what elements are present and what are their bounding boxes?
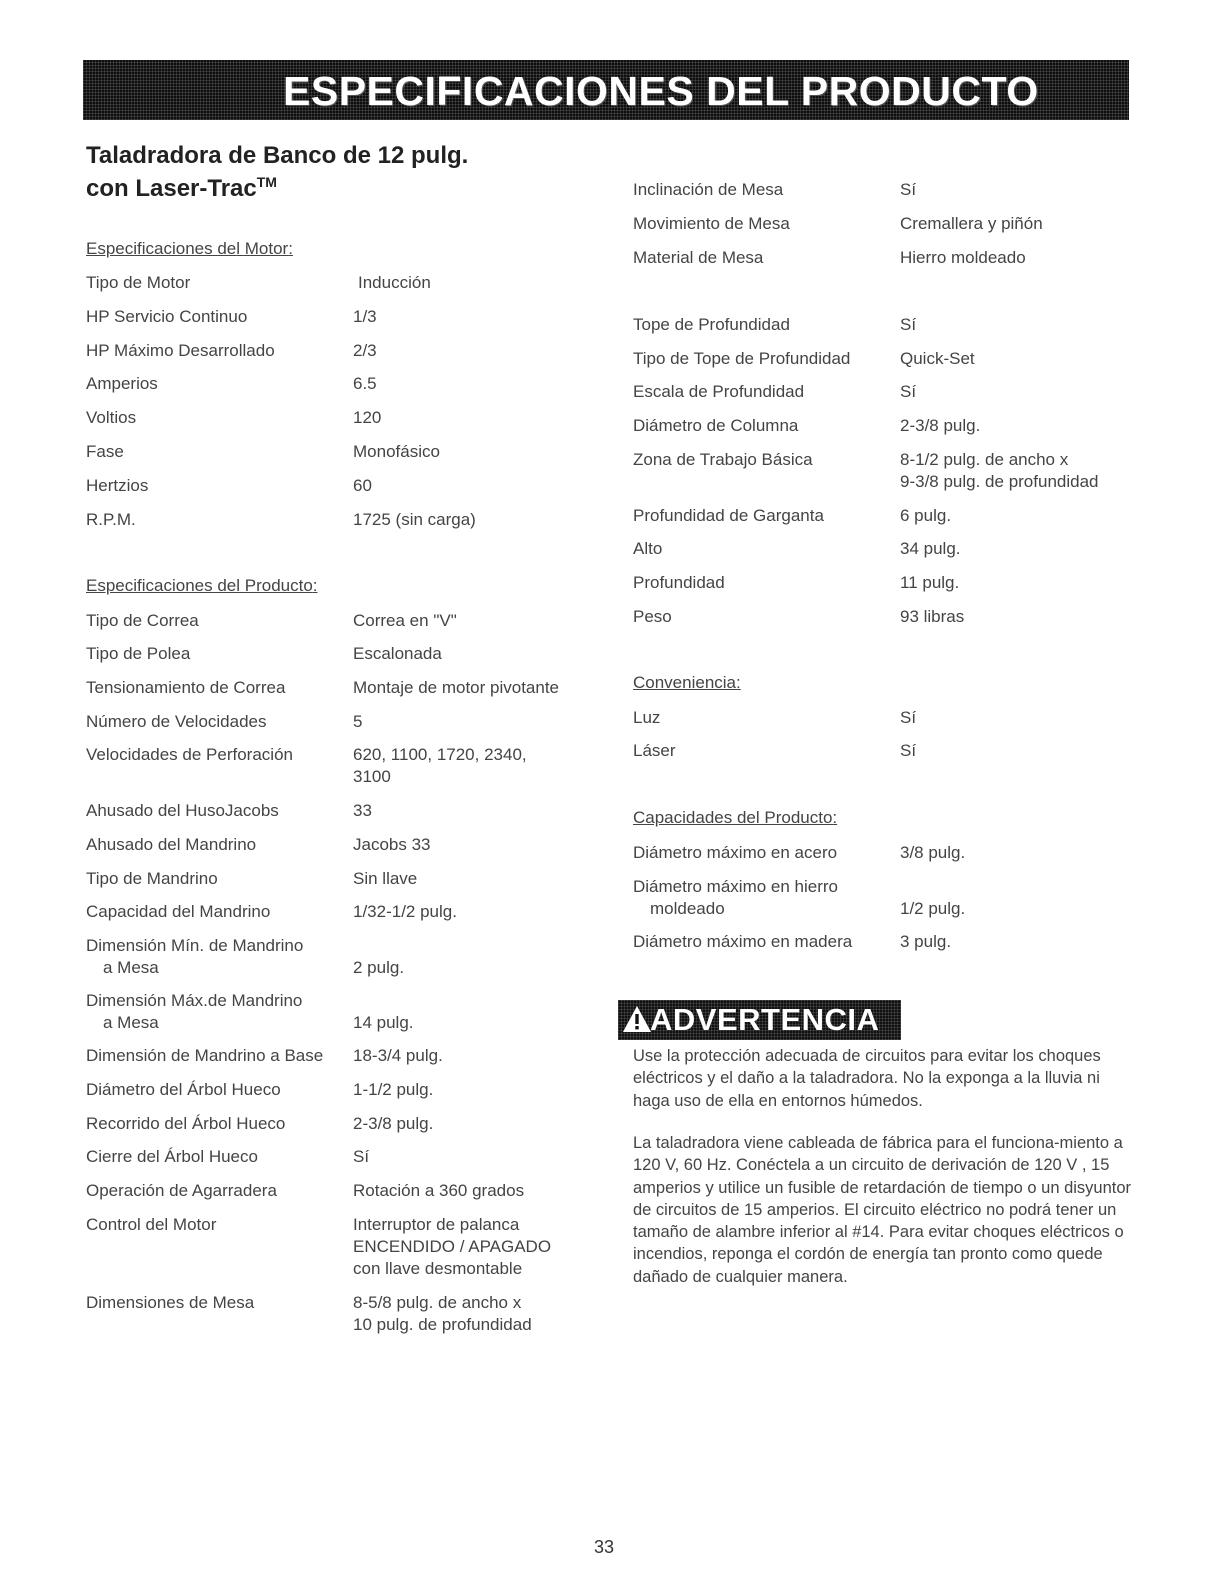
spec-label: Dimensión Máx.de Mandrino a Mesa bbox=[86, 991, 303, 1032]
spec-label: Zona de Trabajo Básica bbox=[633, 450, 813, 469]
spec-value: Sí bbox=[900, 741, 917, 760]
spec-label: Diámetro máximo en hierro moldeado bbox=[633, 877, 839, 918]
spec-label: Movimiento de Mesa bbox=[633, 214, 790, 233]
spec-label: R.P.M. bbox=[86, 510, 136, 529]
capacities-heading: Capacidades del Producto: bbox=[633, 808, 838, 827]
spec-value: 14 pulg. bbox=[353, 1013, 414, 1032]
warning-paragraph-1: Use la protección adecuada de circuitos para evitar los choques eléctricos y el daño a la taladradora. No la exponga a la lluvia ni haga uso de ella en entornos húmedos. bbox=[633, 1047, 1101, 1110]
spec-value: 6 pulg. bbox=[900, 506, 952, 525]
spec-value: 11 pulg. bbox=[900, 573, 960, 592]
spec-label: Escala de Profundidad bbox=[633, 382, 805, 401]
spec-label: Dimensiones de Mesa bbox=[86, 1293, 255, 1312]
spec-label: Tipo de Mandrino bbox=[86, 869, 218, 888]
trademark: TM bbox=[256, 174, 277, 190]
product-title bbox=[86, 143, 556, 202]
warning-title: ADVERTENCIA bbox=[650, 1002, 880, 1037]
spec-value: 2/3 bbox=[353, 341, 377, 360]
spec-value: Monofásico bbox=[353, 442, 440, 461]
spec-value: 60 bbox=[353, 476, 372, 495]
spec-label: Tipo de Correa bbox=[86, 611, 199, 630]
spec-label: Número de Velocidades bbox=[86, 712, 267, 731]
spec-value: 1/32-1/2 pulg. bbox=[353, 902, 457, 921]
spec-value: Escalonada bbox=[353, 644, 442, 663]
spec-value: 8-5/8 pulg. de ancho x 10 pulg. de profundidad bbox=[353, 1293, 532, 1334]
spec-label: Tipo de Tope de Profundidad bbox=[633, 349, 851, 368]
spec-value: Interruptor de palanca ENCENDIDO / APAGADO con llave desmontable bbox=[353, 1215, 552, 1278]
spec-label: Profundidad de Garganta bbox=[633, 506, 824, 525]
spec-label: Velocidades de Perforación bbox=[86, 745, 293, 764]
page-number: 33 bbox=[594, 1537, 615, 1557]
product-specs-heading: Especificaciones del Producto: bbox=[86, 576, 318, 595]
spec-value: Quick-Set bbox=[900, 349, 975, 368]
spec-value: Jacobs 33 bbox=[353, 835, 431, 854]
spec-value: 2 pulg. bbox=[353, 958, 405, 977]
spec-value: Inducción bbox=[358, 273, 431, 292]
spec-value: 620, 1100, 1720, 2340, 3100 bbox=[353, 745, 527, 786]
spec-label: Material de Mesa bbox=[633, 248, 764, 267]
spec-value: 8-1/2 pulg. de ancho x 9-3/8 pulg. de profundidad bbox=[900, 450, 1099, 491]
spec-label: Fase bbox=[86, 442, 124, 461]
spec-label: Cierre del Árbol Hueco bbox=[86, 1147, 258, 1166]
spec-label: Tensionamiento de Correa bbox=[86, 678, 286, 697]
spec-value: 33 bbox=[353, 801, 372, 820]
spec-label: Luz bbox=[633, 708, 661, 727]
spec-value: Sí bbox=[353, 1147, 370, 1166]
product-title-line2: con Laser-Trac™ bbox=[86, 174, 277, 202]
spec-label: Diámetro máximo en acero bbox=[633, 843, 838, 862]
spec-label: Control del Motor bbox=[86, 1215, 217, 1234]
spec-value: 5 bbox=[353, 712, 363, 731]
spec-label: Diámetro de Columna bbox=[633, 416, 799, 435]
spec-label: Recorrido del Árbol Hueco bbox=[86, 1114, 286, 1133]
spec-label: Tope de Profundidad bbox=[633, 315, 790, 334]
spec-value: Rotación a 360 grados bbox=[353, 1181, 525, 1200]
spec-label: Alto bbox=[633, 539, 663, 558]
spec-label: Ahusado del HusoJacobs bbox=[86, 801, 279, 820]
spec-value: Sí bbox=[900, 382, 917, 401]
spec-value: Sin llave bbox=[353, 869, 418, 888]
spec-value: 2-3/8 pulg. bbox=[900, 416, 981, 435]
spec-value: 1-1/2 pulg. bbox=[353, 1080, 434, 1099]
spec-label: Ahusado del Mandrino bbox=[86, 835, 257, 854]
spec-value: 1/3 bbox=[353, 307, 377, 326]
spec-value: 120 bbox=[353, 408, 382, 427]
spec-value: Sí bbox=[900, 315, 917, 334]
spec-value: 1725 (sin carga) bbox=[353, 510, 476, 529]
spec-label: Capacidad del Mandrino bbox=[86, 902, 271, 921]
spec-label: Dimensión de Mandrino a Base bbox=[86, 1046, 324, 1065]
warning-triangle-icon bbox=[622, 1005, 652, 1033]
spec-value: 3 pulg. bbox=[900, 932, 952, 951]
spec-label: Diámetro del Árbol Hueco bbox=[86, 1080, 281, 1099]
spec-label: Peso bbox=[633, 607, 672, 626]
spec-label: Operación de Agarradera bbox=[86, 1181, 277, 1200]
spec-label: HP Máximo Desarrollado bbox=[86, 341, 275, 360]
spec-value: 6.5 bbox=[353, 374, 377, 393]
spec-value: Sí bbox=[900, 180, 917, 199]
page-title: ESPECIFICACIONES DEL PRODUCTO bbox=[283, 68, 1039, 114]
spec-label: Tipo de Motor bbox=[86, 273, 191, 292]
spec-value: Montaje de motor pivotante bbox=[353, 678, 560, 697]
spec-value: 34 pulg. bbox=[900, 539, 961, 558]
product-title-line1: Taladradora de Banco de 12 pulg. bbox=[86, 142, 469, 169]
spec-label: Amperios bbox=[86, 374, 158, 393]
motor-specs-heading: Especificaciones del Motor: bbox=[86, 239, 293, 258]
spec-label: Tipo de Polea bbox=[86, 644, 191, 663]
spec-value: Sí bbox=[900, 708, 917, 727]
spec-value: 93 libras bbox=[900, 607, 965, 626]
spec-label: HP Servicio Continuo bbox=[86, 307, 248, 326]
warning-paragraph-2: La taladradora viene cableada de fábrica para el funciona-miento a 120 V, 60 Hz. Conéctela a un circuito de derivación de 120 V , 15 amperios y utilice un fusible de retardación de tiempo o un disyuntor de circuitos de 15 amperios. El circuito eléctrico no podrá tener un tamaño de alambre inferior al #14. Para evitar choques eléctricos o incendios, reponga el cordón de energía tan pronto como quede dañado de cualquier manera. bbox=[633, 1134, 1132, 1286]
spec-value: 3/8 pulg. bbox=[900, 843, 966, 862]
spec-value: 2-3/8 pulg. bbox=[353, 1114, 434, 1133]
spec-label: Diámetro máximo en madera bbox=[633, 932, 853, 951]
spec-label: Láser bbox=[633, 741, 676, 760]
spec-label: Profundidad bbox=[633, 573, 725, 592]
spec-label: Voltios bbox=[86, 408, 137, 427]
convenience-heading: Conveniencia: bbox=[633, 673, 741, 692]
spec-label: Hertzios bbox=[86, 476, 149, 495]
spec-value: 1/2 pulg. bbox=[900, 899, 966, 918]
spec-label: Dimensión Mín. de Mandrino a Mesa bbox=[86, 936, 304, 977]
spec-value: Cremallera y piñón bbox=[900, 214, 1043, 233]
spec-label: Inclinación de Mesa bbox=[633, 180, 784, 199]
spec-value: Correa en "V" bbox=[353, 611, 457, 630]
spec-value: 18-3/4 pulg. bbox=[353, 1046, 443, 1065]
spec-value: Hierro moldeado bbox=[900, 248, 1026, 267]
